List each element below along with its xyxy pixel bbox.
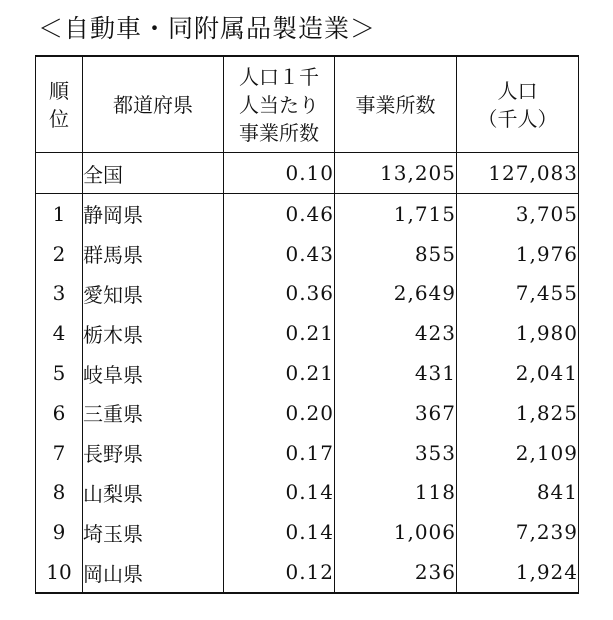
table-row — [36, 274, 579, 314]
table-row — [36, 393, 579, 433]
header-row — [36, 56, 579, 153]
national-label: 全国 — [83, 153, 224, 194]
table-row — [36, 234, 579, 274]
table-row — [36, 353, 579, 393]
rank-cell: 8 — [36, 473, 83, 513]
prefecture-cell: 埼玉県 — [83, 512, 224, 552]
per-thousand-cell: 0.46 — [224, 194, 335, 234]
establishments-cell: 2,649 — [335, 274, 457, 314]
header-per-thousand-line: 事業所数 — [239, 120, 319, 145]
establishments-cell: 236 — [335, 552, 457, 593]
establishments-cell: 118 — [335, 473, 457, 513]
header-establishments: 事業所数 — [335, 56, 457, 153]
establishments-cell: 855 — [335, 234, 457, 274]
rank-cell: 9 — [36, 512, 83, 552]
establishments-cell: 423 — [335, 313, 457, 353]
rank-cell: 2 — [36, 234, 83, 274]
ranking-rows — [36, 194, 579, 593]
population-cell: 2,109 — [457, 433, 579, 473]
header-rank-line: 位 — [49, 106, 69, 131]
rank-cell: 4 — [36, 313, 83, 353]
population-cell: 7,239 — [457, 512, 579, 552]
header-prefecture: 都道府県 — [83, 56, 224, 153]
header-per-thousand-line: 人口１千 — [239, 64, 319, 89]
per-thousand-cell: 0.14 — [224, 512, 335, 552]
prefecture-cell: 長野県 — [83, 433, 224, 473]
rank-cell: 3 — [36, 274, 83, 314]
population-cell: 841 — [457, 473, 579, 513]
per-thousand-cell: 0.43 — [224, 234, 335, 274]
population-cell: 3,705 — [457, 194, 579, 234]
population-cell: 1,980 — [457, 313, 579, 353]
table-row — [36, 552, 579, 593]
header-rank — [36, 56, 83, 153]
header-population — [457, 56, 579, 153]
establishments-cell: 353 — [335, 433, 457, 473]
prefecture-cell: 栃木県 — [83, 313, 224, 353]
establishments-cell: 367 — [335, 393, 457, 433]
per-thousand-cell: 0.14 — [224, 473, 335, 513]
prefecture-cell: 静岡県 — [83, 194, 224, 234]
prefecture-cell: 愛知県 — [83, 274, 224, 314]
prefecture-cell: 岐阜県 — [83, 353, 224, 393]
population-cell: 1,825 — [457, 393, 579, 433]
table-row — [36, 473, 579, 513]
population-cell: 1,976 — [457, 234, 579, 274]
ranking-table — [35, 55, 579, 594]
table-row — [36, 313, 579, 353]
per-thousand-cell: 0.21 — [224, 313, 335, 353]
per-thousand-cell: 0.21 — [224, 353, 335, 393]
prefecture-cell: 山梨県 — [83, 473, 224, 513]
per-thousand-cell: 0.20 — [224, 393, 335, 433]
national-establishments: 13,205 — [335, 153, 457, 194]
establishments-cell: 431 — [335, 353, 457, 393]
rank-cell: 10 — [36, 552, 83, 593]
population-cell: 2,041 — [457, 353, 579, 393]
rank-cell: 1 — [36, 194, 83, 234]
table-row — [36, 512, 579, 552]
rank-cell: 5 — [36, 353, 83, 393]
national-population: 127,083 — [457, 153, 579, 194]
rank-cell: 6 — [36, 393, 83, 433]
header-population-line: （千人） — [477, 106, 558, 131]
establishments-cell: 1,715 — [335, 194, 457, 234]
prefecture-cell: 群馬県 — [83, 234, 224, 274]
table-row — [36, 194, 579, 234]
per-thousand-cell: 0.17 — [224, 433, 335, 473]
prefecture-cell: 三重県 — [83, 393, 224, 433]
national-per-thousand: 0.10 — [224, 153, 335, 194]
page-title: ＜自動車・同附属品製造業＞ — [38, 14, 377, 43]
population-cell: 7,455 — [457, 274, 579, 314]
header-population-line: 人口 — [497, 78, 538, 103]
national-rank-cell — [36, 153, 83, 194]
header-rank-line: 順 — [49, 78, 69, 103]
national-row — [36, 153, 579, 194]
header-per-thousand — [224, 56, 335, 153]
population-cell: 1,924 — [457, 552, 579, 593]
establishments-cell: 1,006 — [335, 512, 457, 552]
header-per-thousand-line: 人当たり — [239, 92, 319, 117]
per-thousand-cell: 0.12 — [224, 552, 335, 593]
table-row — [36, 433, 579, 473]
rank-cell: 7 — [36, 433, 83, 473]
prefecture-cell: 岡山県 — [83, 552, 224, 593]
per-thousand-cell: 0.36 — [224, 274, 335, 314]
